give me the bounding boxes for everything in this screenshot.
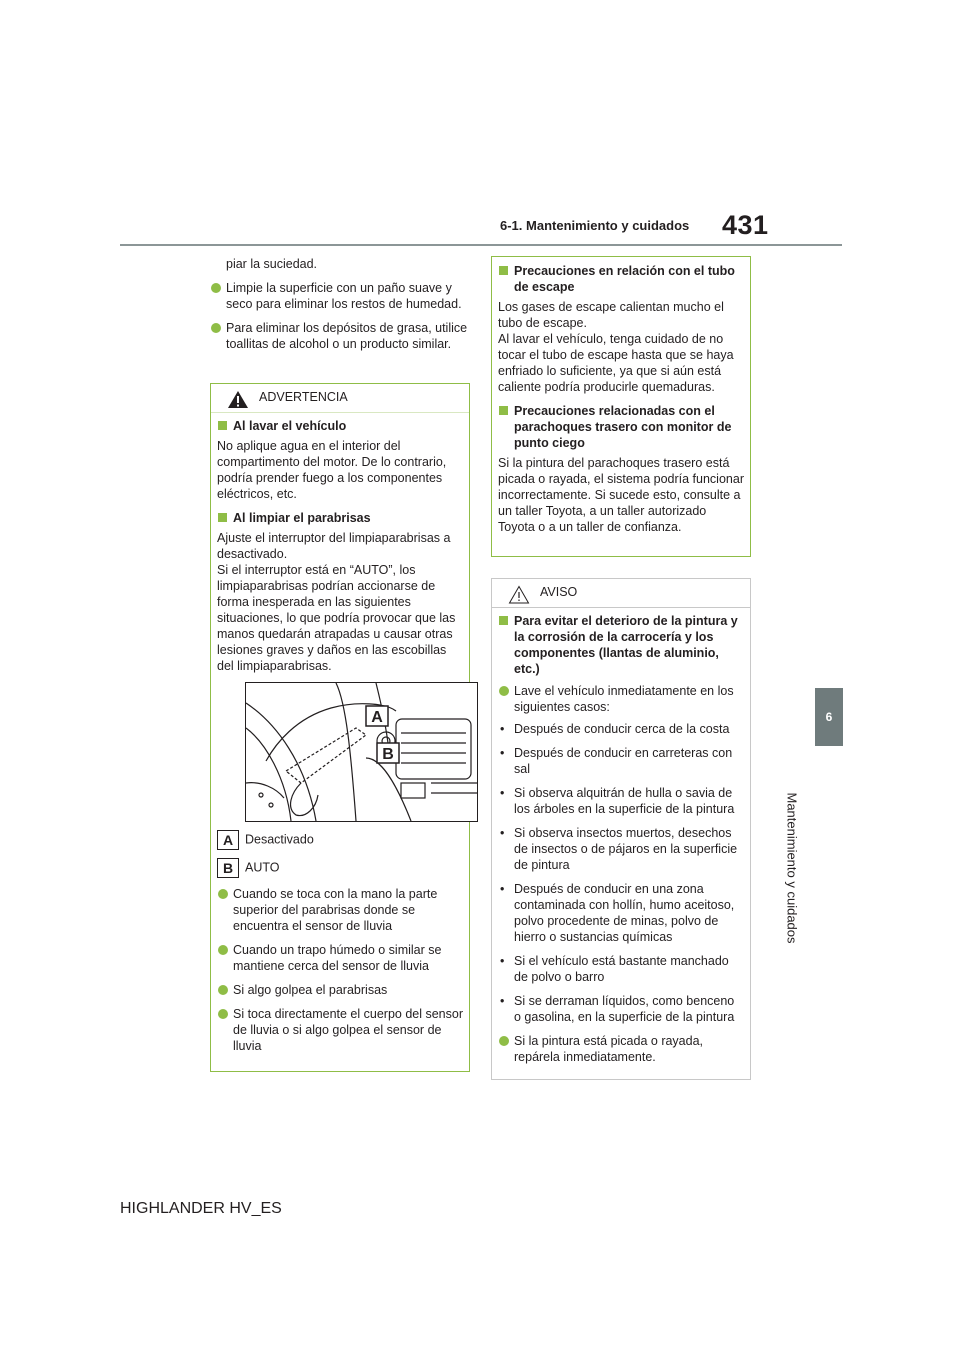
warning-heading: Al lavar el vehículo: [217, 418, 463, 434]
warning-text: Si la pintura del parachoques trasero está picada o rayada, el sistema podría funcionar incorrectamente. Si sucede esto, consulte a un taller Toyota, a un taller autorizado Toyota o a un taller de confianza.: [498, 456, 744, 534]
warning-bullet: Si algo golpea el parabrisas: [217, 982, 463, 998]
notice-item: • Después de conducir cerca de la costa: [498, 721, 744, 737]
chapter-tab: 6: [815, 688, 843, 746]
caution-triangle-icon: [508, 585, 530, 604]
notice-item: • Si el vehículo está bastante manchado de polvo o barro: [498, 953, 744, 985]
notice-item: • Después de conducir en carreteras con sal: [498, 745, 744, 777]
label-b-text: B: [382, 746, 394, 763]
wiper-switch-illustration: [245, 682, 478, 822]
label-b-badge: B: [217, 858, 239, 878]
notice-item: • Si se derraman líquidos, como benceno o gasolina, en la superficie de la pintura: [498, 993, 744, 1025]
notice-bullet: Si la pintura está picada o rayada, repárela inmediatamente.: [498, 1033, 744, 1065]
warning-triangle-icon: [227, 390, 249, 409]
notice-heading: Para evitar el deterioro de la pintura y la corrosión de la carrocería y los componentes (llantas de aluminio, etc.): [498, 613, 744, 677]
warning-bullet: Cuando un trapo húmedo o similar se mantiene cerca del sensor de lluvia: [217, 942, 463, 974]
warning-text: Los gases de escape calientan mucho el tubo de escape.: [498, 300, 724, 330]
warning-text: Al lavar el vehículo, tenga cuidado de no tocar el tubo de escape hasta que se haya enfriado lo suficiente, ya que si aún está caliente podría producirle quemaduras.: [498, 332, 734, 394]
notice-item: • Si observa insectos muertos, desechos de insectos o de pájaros en la superficie de pintura: [498, 825, 744, 873]
chapter-label-text: Mantenimiento y cuidados: [784, 792, 800, 944]
warning-box: [210, 383, 470, 1072]
left-intro: [210, 256, 472, 352]
label-a-text: A: [371, 709, 383, 726]
section-title: 6-1. Mantenimiento y cuidados: [500, 218, 690, 233]
warning-heading: Al limpiar el parabrisas: [217, 510, 463, 526]
intro-bullet: Limpie la superficie con un paño suave y seco para eliminar los restos de humedad.: [210, 280, 472, 312]
warning-continued-box: [491, 256, 751, 557]
warning-heading: Precauciones relacionadas con el parachoques trasero con monitor de punto ciego: [498, 403, 744, 451]
page-number: 431: [722, 210, 769, 240]
footer-model: HIGHLANDER HV_ES: [120, 1200, 282, 1217]
notice-header: [492, 579, 750, 608]
label-a-desc: Desactivado: [245, 832, 314, 847]
intro-continuation: piar la suciedad.: [226, 257, 318, 271]
notice-box: [491, 578, 751, 1080]
steering-column-drawing: [246, 683, 477, 821]
label-a-marker: [366, 706, 388, 726]
warning-heading: Precauciones en relación con el tubo de escape: [498, 263, 744, 295]
notice-content: [492, 608, 750, 1071]
label-b-legend: [217, 858, 463, 878]
notice-title: AVISO: [540, 585, 578, 599]
warning-bullet: Si toca directamente el cuerpo del sensor de lluvia o si algo golpea el sensor de lluvia: [217, 1006, 463, 1054]
label-a-legend: [217, 830, 463, 850]
warning-text: Ajuste el interruptor del limpiaparabrisas a desactivado.: [217, 531, 451, 561]
warning-content: [211, 413, 469, 1060]
notice-item: • Después de conducir en una zona contaminada con hollín, humo aceitoso, polvo procedente de minas, polvo de hierro o sustancias químicas: [498, 881, 744, 945]
warning-continued-content: [492, 257, 750, 541]
warning-text: No aplique agua en el interior del compartimento del motor. De lo contrario, podría prender fuego a los componentes eléctricos, etc.: [217, 439, 447, 501]
warning-text: Si el interruptor está en “AUTO”, los limpiaparabrisas podrían accionarse de forma inesperada en las siguientes situaciones, lo que podría provocar que las manos quedarán atrapadas u causar otras lesiones graves y daños en las escobillas del limpiaparabrisas.: [217, 563, 456, 673]
warning-bullet: Cuando se toca con la mano la parte superior del parabrisas donde se encuentra el sensor de lluvia: [217, 886, 463, 934]
label-b-desc: AUTO: [245, 860, 280, 875]
label-a-badge: A: [217, 830, 239, 850]
notice-bullet: Lave el vehículo inmediatamente en los siguientes casos:: [498, 683, 744, 715]
label-b-marker: [377, 743, 399, 763]
notice-item: • Si observa alquitrán de hulla o savia de los árboles en la superficie de la pintura: [498, 785, 744, 817]
intro-bullet: Para eliminar los depósitos de grasa, utilice toallitas de alcohol o un producto similar.: [210, 320, 472, 352]
warning-header: [211, 384, 469, 413]
header-rule: [120, 244, 842, 246]
warning-title: ADVERTENCIA: [259, 390, 348, 404]
